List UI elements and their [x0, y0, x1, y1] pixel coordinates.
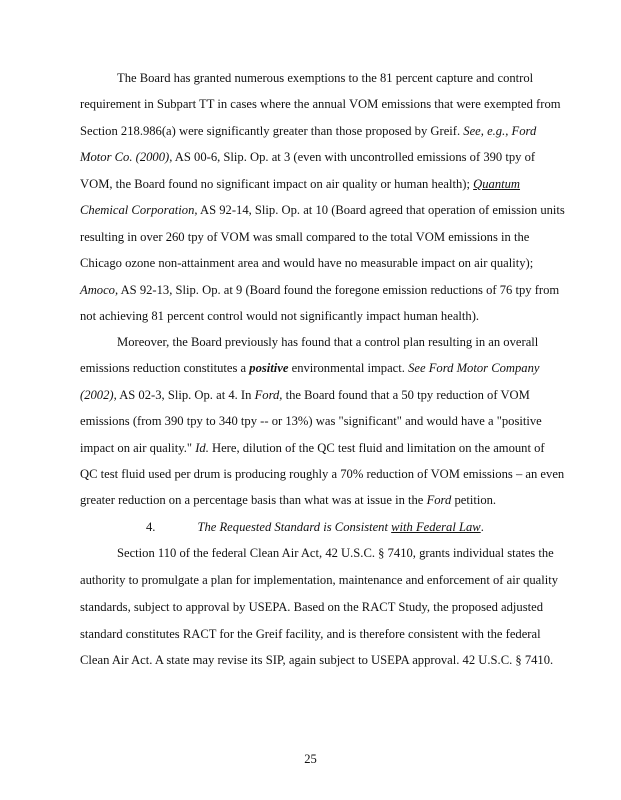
text-run: .: [480, 520, 484, 534]
text-line: [117, 70, 533, 86]
text-run: standard constitutes RACT for the Greif facility, and is therefore consistent with the federal: [80, 627, 541, 641]
text-line: [80, 255, 533, 271]
text-run: greater reduction on a percentage basis than what was at issue in the: [80, 493, 427, 507]
text-run: The Requested Standard is Consistent: [197, 520, 392, 534]
text-run: 4.: [146, 520, 156, 534]
text-line: [80, 229, 529, 245]
text-line: [80, 176, 520, 192]
text-run: positive: [249, 361, 289, 375]
text-run: Ford: [426, 493, 452, 507]
text-run: Section 218.986(a) were significantly greater than those proposed by Greif.: [80, 124, 464, 138]
text-run: AS 02-3, Slip. Op. at 4. In: [116, 388, 255, 402]
text-line: [80, 149, 535, 165]
text-line: [80, 652, 553, 668]
text-line: [80, 360, 539, 376]
text-run: petition.: [451, 493, 497, 507]
text-run: AS 92-13, Slip. Op. at 9 (Board found the foregone emission reductions of 76 tpy from: [118, 283, 560, 297]
section-heading: [146, 519, 484, 535]
text-run: See, e.g., Ford: [463, 124, 537, 138]
text-run: Id.: [195, 441, 209, 455]
text-run: Moreover, the Board previously has found that a control plan resulting in an overall: [117, 335, 539, 349]
text-run: emissions reduction constitutes a: [80, 361, 250, 375]
text-run: requirement in Subpart TT in cases where the annual VOM emissions that were exempted from: [80, 97, 561, 111]
text-run: Here, dilution of the QC test fluid and limitation on the amount of: [208, 441, 545, 455]
text-run: (2002),: [80, 388, 117, 402]
text-line: [80, 282, 559, 298]
text-run: Clean Air Act. A state may revise its SIP, again subject to USEPA approval. 42 U.S.C. § 7410.: [80, 653, 554, 667]
text-run: VOM, the Board found no significant impact on air quality or human health);: [80, 177, 474, 191]
text-line: [80, 599, 543, 615]
text-run: Ford,: [254, 388, 283, 402]
text-run: Chemical Corporation,: [80, 203, 198, 217]
text-run: the Board found that a 50 tpy reduction of VOM: [282, 388, 530, 402]
text-run: not achieving 81 percent control would not significantly impact human health).: [80, 309, 480, 323]
text-line: [80, 466, 564, 482]
text-line: [80, 626, 541, 642]
text-line: [80, 440, 545, 456]
text-run: QC test fluid used per drum is producing roughly a 70% reduction of VOM emissions – an even: [80, 467, 565, 481]
text-run: , AS 00-6, Slip. Op. at 3 (even with uncontrolled emissions of 390 tpy of: [169, 150, 536, 164]
text-run: Motor Co. (2000): [80, 150, 170, 164]
text-run: Section 110 of the federal Clean Air Act, 42 U.S.C. § 7410, grants individual states the: [117, 546, 554, 560]
text-run: authority to promulgate a plan for implementation, maintenance and enforcement of air quality: [80, 573, 559, 587]
text-line: [80, 572, 558, 588]
text-run: with Federal Law: [391, 520, 481, 534]
text-run: standards, subject to approval by USEPA. Based on the RACT Study, the proposed adjusted: [80, 600, 544, 614]
text-run: Amoco,: [80, 283, 119, 297]
text-line: [80, 308, 479, 324]
text-run: emissions (from 390 tpy to 340 tpy -- or 13%) was "significant" and would have a "positive: [80, 414, 542, 428]
text-run: AS 92-14, Slip. Op. at 10 (Board agreed that operation of emission units: [197, 203, 565, 217]
text-line: [117, 334, 538, 350]
text-line: [80, 387, 530, 403]
text-line: [80, 123, 536, 139]
text-line: [80, 492, 496, 508]
text-line: [80, 96, 561, 112]
text-line: [80, 202, 565, 218]
text-line: [80, 413, 542, 429]
text-run: resulting in over 260 tpy of VOM was small compared to the total VOM emissions in the: [80, 230, 530, 244]
text-run: The Board has granted numerous exemptions to the 81 percent capture and control: [117, 71, 534, 85]
text-run: Quantum: [473, 177, 521, 191]
text-line: [117, 545, 554, 561]
text-run: Chicago ozone non-attainment area and would have no measurable impact on air quality);: [80, 256, 534, 270]
text-run: environmental impact.: [288, 361, 409, 375]
text-run: impact on air quality.": [80, 441, 196, 455]
text-run: See Ford Motor Company: [408, 361, 540, 375]
page-number: 25: [304, 752, 317, 766]
